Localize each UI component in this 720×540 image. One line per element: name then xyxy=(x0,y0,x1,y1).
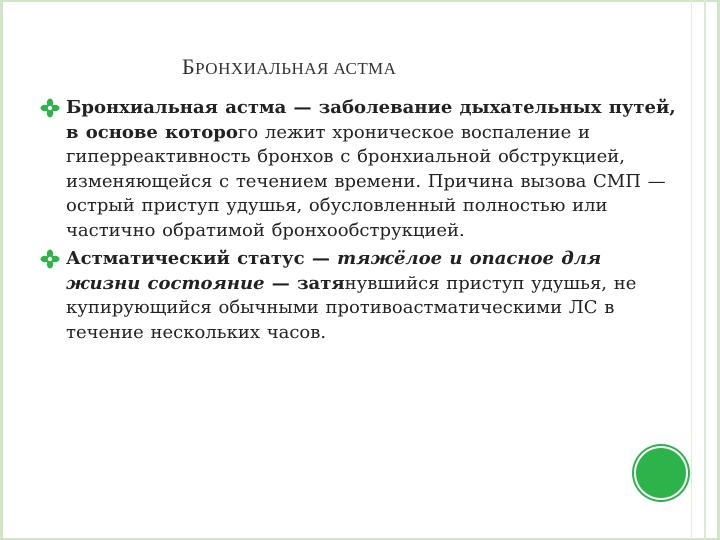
title-rest: РОНХИАЛЬНАЯ АСТМА xyxy=(195,59,397,78)
bullet-item xyxy=(40,96,680,243)
bullet-item xyxy=(40,247,680,345)
bullet-text-bold-italic: тяжёлое и опасное для жизни состояние xyxy=(66,248,602,294)
green-circle-decoration xyxy=(636,448,686,498)
title-first-letter: Б xyxy=(182,54,196,79)
bullet-text-bold: Бронхиальная астма — заболевание дыхательных путей, в основе которо xyxy=(66,97,676,143)
bullet-text-normal: нувшийся приступ удушья, не купирующийся обычными противоастматическими ЛС в течение нескольких часов. xyxy=(66,272,637,343)
bullet-text xyxy=(66,96,680,243)
flower-bullet-icon xyxy=(40,249,60,269)
slide-title xyxy=(182,54,396,80)
bullet-text-normal: го лежит хроническое воспаление и гиперреактивность бронхов с бронхиальной обструкцией, изменяющейся с течением времени. Причина вызова СМП — острый приступ удушья, обусловленный полностью или частично обратимой бронхообструкцией. xyxy=(66,121,666,241)
bullet-text xyxy=(66,247,680,345)
frame-stripe xyxy=(704,0,706,540)
bullet-list xyxy=(40,96,680,349)
bullet-text-bold: — затя xyxy=(264,272,345,294)
bullet-text-bold: Астматический статус xyxy=(66,248,305,269)
bullet-text-bold: — xyxy=(304,248,338,269)
frame-stripe xyxy=(691,0,692,540)
flower-bullet-icon xyxy=(40,98,60,118)
